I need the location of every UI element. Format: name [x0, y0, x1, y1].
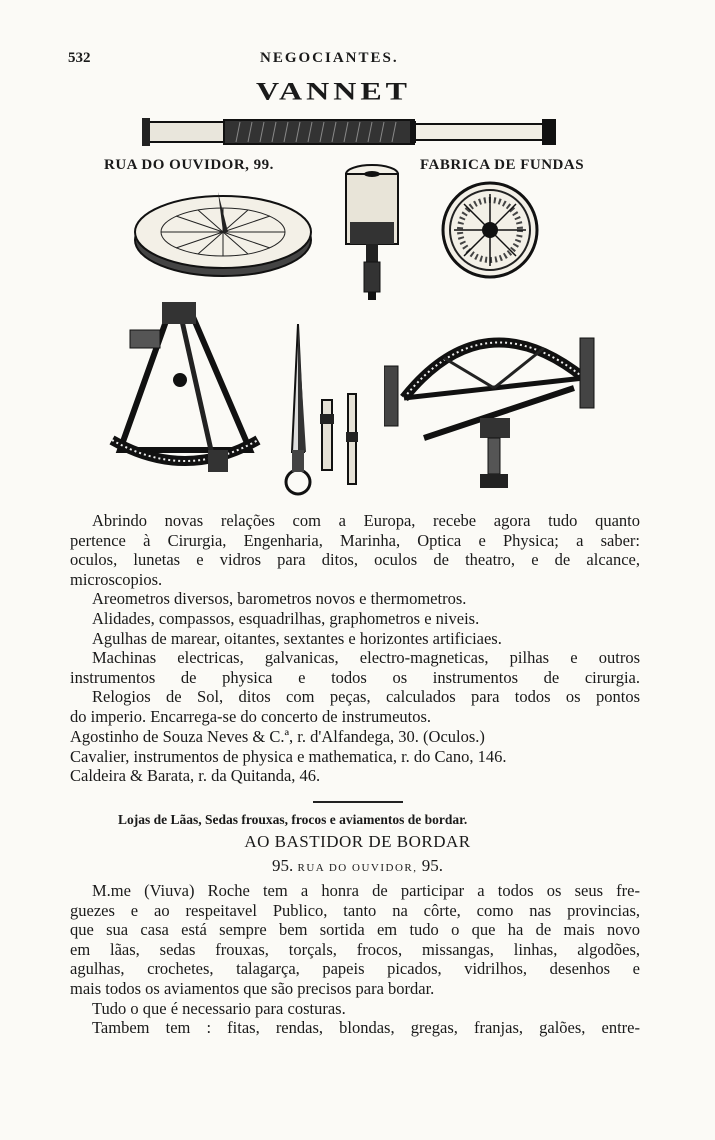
advert-line: oculos, lunetas e vidros para ditos, oculos de theatro, e de alcance, — [70, 550, 640, 570]
advert-line: pertence à Cirurgia, Engenharia, Marinha, Optica e Physica; a saber: — [70, 530, 640, 550]
advert-line: instrumentos de physica e todos os instrumentos de cirurgia. — [70, 667, 640, 687]
shop-line: Tudo o que é necessario para costuras. — [92, 998, 346, 1018]
section-heading: Lojas de Lãas, Sedas frouxas, frocos e aviamentos de bordar. — [118, 812, 468, 827]
shop-number: 95. — [272, 856, 294, 875]
shop-street: RUA DO OUVIDOR, — [297, 862, 418, 874]
shop-line: agulhas, crochetes, talagarça, papeis picados, vidrilhos, desenhos e — [70, 959, 640, 979]
advert-line: microscopios. — [70, 569, 163, 589]
shop-line: guezes e ao respeitavel Publico, tanto na côrte, como nas provincias, — [70, 900, 640, 920]
shop-line: em lãas, sedas frouxas, torçals, frocos, missangas, linhas, algodões, — [70, 939, 640, 959]
shop-title: AO BASTIDOR DE BORDAR — [244, 832, 471, 851]
sundial-illustration — [128, 182, 318, 282]
graphometer-illustration — [384, 318, 604, 498]
section-divider — [313, 801, 403, 803]
page-number: 532 — [68, 50, 91, 66]
advert-body — [70, 511, 640, 727]
lamp-illustration — [342, 162, 402, 302]
telescope-illustration — [140, 112, 560, 152]
shop-line: que sua casa está sempre bem sortida em tudo o que ha de mais novo — [70, 920, 640, 940]
firm-name: VANNET — [256, 76, 411, 106]
drawing-instruments-illustration — [280, 322, 380, 497]
advert-line: do imperio. Encarrega-se do concerto de instrumeutos. — [70, 706, 432, 726]
dealer-listing: Caldeira & Barata, r. da Quitanda, 46. — [70, 766, 321, 786]
advert-line: Machinas electricas, galvanicas, electro-magneticas, pilhas e outros — [92, 648, 640, 668]
dealer-listings — [70, 727, 640, 786]
advert-line: Abrindo novas relações com a Europa, recebe agora tudo quanto — [92, 511, 640, 530]
running-head: NEGOCIANTES. — [260, 50, 399, 66]
sextant-illustration — [100, 300, 265, 480]
advert-line: Relogios de Sol, ditos com peças, calculados para todos os pontos — [92, 687, 640, 707]
advert-line: Areometros diversos, barometros novos e thermometros. — [92, 589, 467, 609]
shop-line: mais todos os aviamentos que são precisos para bordar. — [70, 978, 435, 998]
advert-line: Agulhas de marear, oitantes, sextantes e horizontes artificiaes. — [92, 628, 502, 648]
dealer-listing: Agostinho de Souza Neves & C.ª, r. d'Alfandega, 30. (Oculos.) — [70, 727, 485, 746]
factory-label: FABRICA DE FUNDAS — [420, 157, 585, 173]
advert-line: Alidades, compassos, esquadrilhas, graphometros e niveis. — [92, 608, 480, 628]
shop-number: 95. — [421, 856, 443, 875]
compass-illustration — [440, 180, 540, 280]
shop-address-line — [0, 856, 715, 876]
dealer-listing: Cavalier, instrumentos de physica e mathematica, r. do Cano, 146. — [70, 746, 507, 766]
shop-line: Tambem tem : fitas, rendas, blondas, gregas, franjas, galões, entre- — [92, 1018, 640, 1038]
shop-advert — [70, 881, 640, 1038]
shop-address: RUA DO OUVIDOR, 99. — [104, 157, 274, 173]
shop-line: M.me (Viuva) Roche tem a honra de participar a todos os seus fre- — [92, 881, 640, 900]
